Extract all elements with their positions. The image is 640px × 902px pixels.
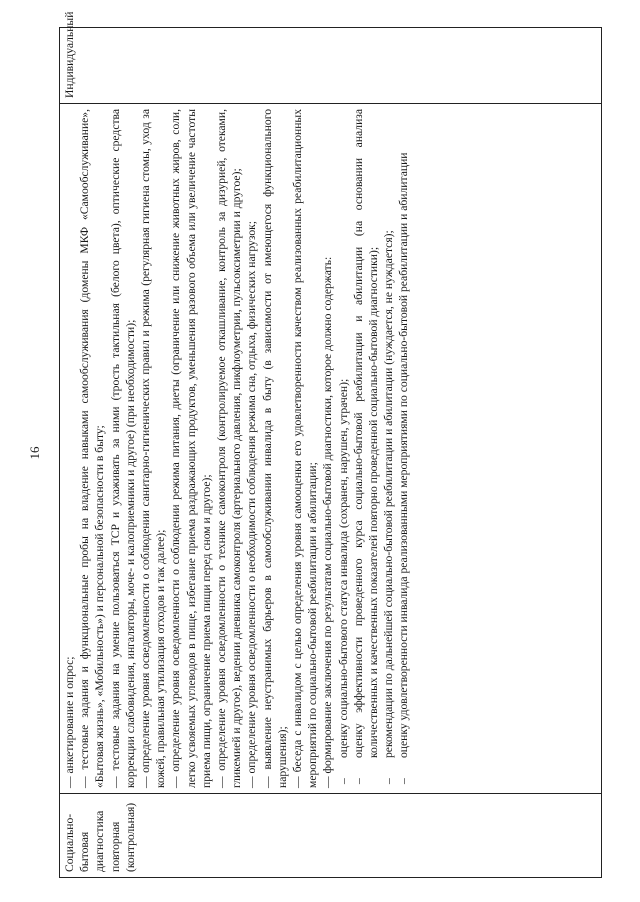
sub-item-text: рекомендации по дальнейшей социально-бытовой реабилитации и абилитации (нуждается, не нуждается);	[382, 230, 396, 758]
list-item	[336, 109, 351, 788]
bullet-self-care-tests: — тестовые задания и функциональные пробы на владение навыками самообслуживания (домены МКФ «Самообслуживание», «Бытовая жизнь», «Мобильность») и персональной безопасности в быту;	[78, 109, 107, 788]
sub-item-text: оценку эффективности проведенного курса социально-бытовой реабилитации и абилитации (на основании анализа количественных и качественных показателей повторно проведенной социально-бытовой диагностики);	[351, 109, 381, 758]
services-table	[59, 11, 602, 878]
dash-marker: –	[397, 778, 411, 784]
dash-marker: –	[351, 778, 365, 784]
table-row	[60, 28, 602, 878]
bullet-barriers: — выявление неустранимых барьеров в самообслуживании инвалида в быту (в зависимости от имеющегося функционального нарушения);	[260, 109, 289, 788]
bullet-conclusion: — формирование заключения по результатам социально-бытовой диагностики, которое должно содержать:	[321, 256, 335, 788]
service-mode-cell	[60, 11, 602, 104]
list-item	[351, 109, 381, 788]
page-number: 16	[27, 446, 42, 460]
service-content-cell	[60, 104, 602, 794]
service-mode: Индивидуальный	[63, 11, 76, 98]
bullet-self-control-awareness: — определение уровня осведомленности о технике самоконтроля (контролируемое откашливание, контроль за дизурией, отеками, гликемией и другое), ведении дневника самоконтроля (артериального давления, пикфлоуметрии, пульсоксиметрии и другое);	[215, 109, 244, 788]
bullet-diet-awareness: — определение уровня осведомленности о соблюдении режима питания, диеты (ограничение или снижение животных жиров, соли, легко усвояемых углеводов в пище, избегание приема раздражающих продуктов, уменьшения разового объема или увеличение частоты приема пищи, ограничение приема пищи перед сном и другое);	[169, 109, 213, 788]
list-item	[381, 109, 396, 788]
bullet-hygiene-awareness: — определение уровня осведомленности о соблюдении санитарно-гигиенических правил и режима (регулярная гигиена стомы, уход за кожей, правильная утилизация отходов и так далее);	[139, 109, 168, 788]
bullet-sleep-rest-awareness: — определение уровня осведомленности о необходимости соблюдения режима сна, отдыха, физических нагрузок;	[245, 221, 259, 788]
dash-marker: –	[336, 778, 350, 784]
bullet-survey: — анкетирование и опрос;	[63, 656, 76, 788]
service-name-cell	[60, 794, 602, 878]
rotated-content	[25, 11, 610, 878]
bullet-conversation: — беседа с инвалидом с целью определения уровня самооценки его удовлетворенности качеством реализованных реабилитационных мероприятий по социально-бытовой реабилитации и абилитации;	[291, 109, 320, 788]
list-item	[396, 109, 411, 788]
bullet-assistive-devices-tests: — тестовые задания на умение пользоваться ТСР и ухаживать за ними (трость тактильная (белого цвета), оптические средства коррекции слабовидения, ингаляторы, моче- и калоприемники и другое) (при необходимости);	[108, 109, 137, 788]
sub-item-text: оценку удовлетворенности инвалида реализованными мероприятиями по социально-бытовой реабилитации и абилитации	[397, 152, 411, 758]
service-name: Социально-бытовая диагностика повторная (контрольная)	[63, 802, 137, 872]
sub-item-text: оценку социально-бытового статуса инвалида (сохранен, нарушен, утрачен);	[336, 378, 350, 758]
dash-marker: –	[382, 778, 396, 784]
conclusion-sub-list	[336, 109, 412, 788]
